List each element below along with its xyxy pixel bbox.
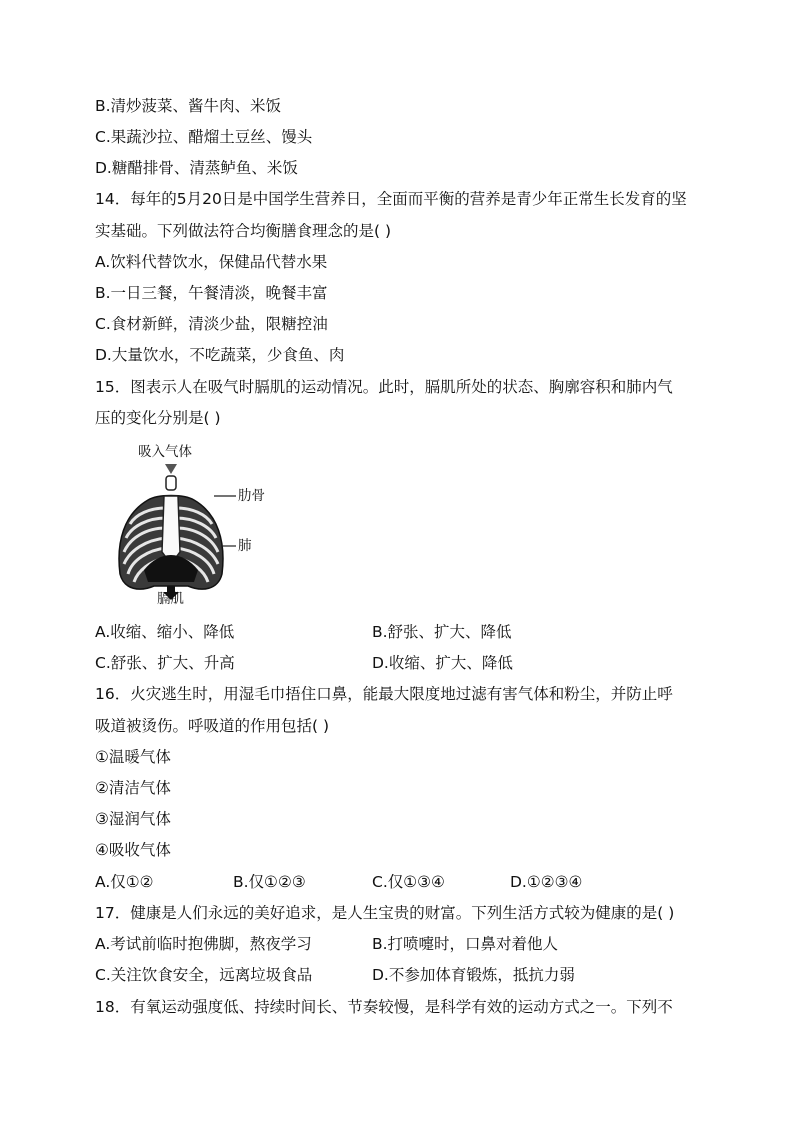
q18-stem-line1: 18．有氧运动强度低、持续时间长、节奏较慢，是科学有效的运动方式之一。下列不 (95, 998, 673, 1016)
q17-option-b: B.打喷嚏时，口鼻对着他人 (372, 935, 559, 953)
q17-option-a: A.考试前临时抱佛脚，熬夜学习 (95, 935, 312, 953)
q17-stem: 17．健康是人们永远的美好追求，是人生宝贵的财富。下列生活方式较为健康的是( ) (95, 904, 675, 922)
q14-option-d: D.大量饮水，不吃蔬菜，少食鱼、肉 (95, 346, 345, 364)
q16-item-1: ①温暖气体 (95, 748, 171, 766)
q16-option-c: C.仅①③④ (372, 873, 445, 891)
q16-item-2: ②清洁气体 (95, 779, 171, 797)
q16-stem-line1: 16．火灾逃生时，用湿毛巾捂住口鼻，能最大限度地过滤有害气体和粉尘，并防止呼 (95, 685, 673, 703)
label-diaphragm: 膈肌 (157, 591, 184, 607)
ribcage-diagram (110, 442, 300, 612)
q13-option-b: B.清炒菠菜、酱牛肉、米饭 (95, 97, 282, 115)
q16-option-d: D.①②③④ (510, 873, 583, 891)
q16-stem-line2: 吸道被烫伤。呼吸道的作用包括( ) (95, 717, 330, 735)
q14-stem-line2: 实基础。下列做法符合均衡膳食理念的是( ) (95, 222, 392, 240)
q14-option-b: B.一日三餐，午餐清淡，晚餐丰富 (95, 284, 328, 302)
trachea (166, 476, 176, 490)
q15-option-c: C.舒张、扩大、升高 (95, 654, 235, 672)
q13-option-d: D.糖醋排骨、清蒸鲈鱼、米饭 (95, 159, 298, 177)
q17-option-c: C.关注饮食安全，远离垃圾食品 (95, 966, 313, 984)
label-lung: 肺 (238, 538, 252, 554)
q15-option-a: A.收缩、缩小、降低 (95, 623, 235, 641)
label-rib: 肋骨 (238, 488, 265, 504)
q15-option-d: D.收缩、扩大、降低 (372, 654, 513, 672)
q16-option-b: B.仅①②③ (233, 873, 306, 891)
q15-option-b: B.舒张、扩大、降低 (372, 623, 512, 641)
q15-stem-line1: 15．图表示人在吸气时膈肌的运动情况。此时，膈肌所处的状态、胸廓容积和肺内气 (95, 378, 673, 396)
q13-option-c: C.果蔬沙拉、醋熘土豆丝、馒头 (95, 128, 313, 146)
q16-item-4: ④吸收气体 (95, 841, 171, 859)
q16-option-a: A.仅①② (95, 873, 154, 891)
sternum (162, 496, 180, 564)
q16-item-3: ③湿润气体 (95, 810, 171, 828)
q14-option-c: C.食材新鲜，清淡少盐，限糖控油 (95, 315, 328, 333)
q14-stem-line1: 14．每年的5月20日是中国学生营养日，全面而平衡的营养是青少年正常生长发育的坚 (95, 190, 687, 208)
q15-stem-line2: 压的变化分别是( ) (95, 409, 221, 427)
label-air-in: 吸入气体 (138, 444, 192, 460)
q17-option-d: D.不参加体育锻炼，抵抗力弱 (372, 966, 575, 984)
q14-option-a: A.饮料代替饮水，保健品代替水果 (95, 253, 328, 271)
air-in-arrow (165, 464, 177, 474)
ribcage-illustration (110, 442, 300, 612)
